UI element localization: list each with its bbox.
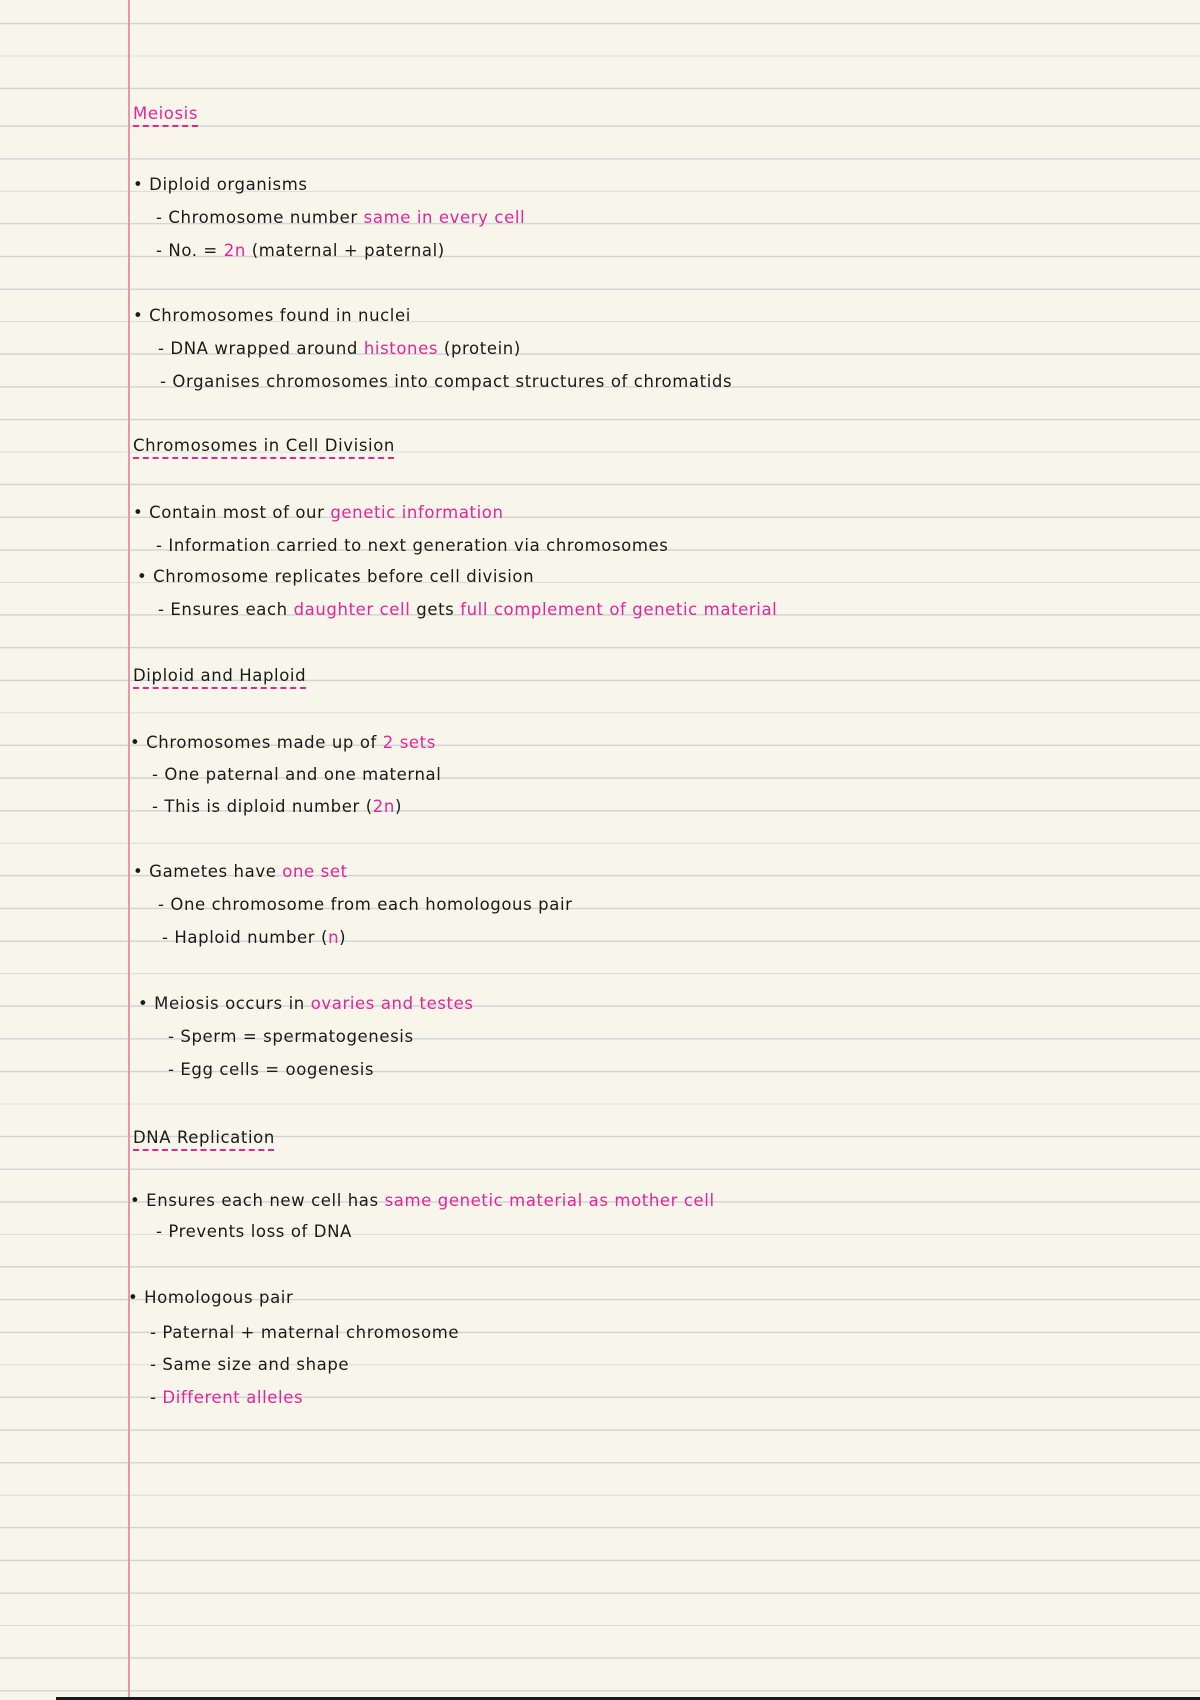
note-text: - Chromosome number xyxy=(156,208,364,227)
note-text: - DNA wrapped around xyxy=(158,339,364,358)
note-line xyxy=(137,567,534,587)
note-text: • Ensures each new cell has xyxy=(130,1191,385,1210)
note-text: • Chromosome replicates before cell division xyxy=(137,567,535,586)
note-text: - Paternal + maternal chromosome xyxy=(150,1323,460,1342)
note-text: • Chromosomes found in nuclei xyxy=(133,306,411,325)
note-text: - Organises chromosomes into compact structures of chromatids xyxy=(160,372,733,391)
highlight-text: 2n xyxy=(223,241,246,260)
note-text: • Diploid organisms xyxy=(133,175,308,194)
note-text: - Same size and shape xyxy=(150,1355,350,1374)
note-text: ) xyxy=(339,928,347,947)
note-line xyxy=(156,1222,352,1242)
note-text: - Prevents loss of DNA xyxy=(156,1222,352,1241)
note-text: gets xyxy=(410,600,461,619)
highlight-text: 2 sets xyxy=(382,733,436,752)
note-line xyxy=(133,175,308,195)
note-line xyxy=(152,797,402,817)
note-line xyxy=(150,1388,303,1408)
note-line xyxy=(158,339,521,359)
note-line xyxy=(133,862,348,882)
note-line xyxy=(156,208,525,228)
note-text: • Meiosis occurs in xyxy=(138,994,311,1013)
note-text: • Gametes have xyxy=(133,862,283,881)
note-line xyxy=(160,372,732,392)
note-text: - Haploid number ( xyxy=(162,928,329,947)
note-text: - No. = xyxy=(156,241,224,260)
note-line xyxy=(162,928,346,948)
note-line xyxy=(150,1355,349,1375)
section-heading-diploid-haploid: Diploid and Haploid xyxy=(133,666,307,685)
note-line xyxy=(130,733,436,753)
note-line xyxy=(152,765,441,785)
note-line xyxy=(158,600,777,620)
note-text: - Sperm = spermatogenesis xyxy=(168,1027,414,1046)
highlight-text: same in every cell xyxy=(363,208,526,227)
note-line xyxy=(150,1323,459,1343)
note-line xyxy=(130,1191,715,1211)
section-heading-chromosomes-cell-division: Chromosomes in Cell Division xyxy=(133,436,395,455)
note-line xyxy=(168,1027,414,1047)
section-heading-dna-replication: DNA Replication xyxy=(133,1128,275,1147)
highlight-text: same genetic material as mother cell xyxy=(384,1191,715,1210)
note-text: (maternal + paternal) xyxy=(245,241,445,260)
note-text: - Ensures each xyxy=(158,600,294,619)
note-text: • Contain most of our xyxy=(133,503,331,522)
note-line xyxy=(138,994,474,1014)
note-text: - One chromosome from each homologous pair xyxy=(158,895,573,914)
note-text: - Information carried to next generation via chromosomes xyxy=(156,536,669,555)
section-heading-meiosis: Meiosis xyxy=(133,104,199,123)
margin-line xyxy=(128,0,130,1700)
highlight-text: 2n xyxy=(372,797,395,816)
note-line xyxy=(168,1060,374,1080)
note-text: (protein) xyxy=(438,339,521,358)
note-line xyxy=(133,503,504,523)
note-text: ) xyxy=(394,797,402,816)
highlight-text: full complement of genetic material xyxy=(460,600,778,619)
highlight-text: daughter cell xyxy=(293,600,411,619)
highlight-text: genetic information xyxy=(330,503,504,522)
note-text: - Egg cells = oogenesis xyxy=(168,1060,375,1079)
highlight-text: n xyxy=(328,928,340,947)
highlight-text: Different alleles xyxy=(162,1388,304,1407)
note-line xyxy=(156,536,669,556)
note-text: - One paternal and one maternal xyxy=(152,765,442,784)
highlight-text: one set xyxy=(282,862,348,881)
highlight-text: histones xyxy=(363,339,439,358)
note-line xyxy=(158,895,573,915)
note-line xyxy=(128,1288,293,1308)
note-text: • Homologous pair xyxy=(128,1288,294,1307)
note-text: - xyxy=(150,1388,163,1407)
highlight-text: ovaries and testes xyxy=(310,994,474,1013)
note-text: • Chromosomes made up of xyxy=(130,733,383,752)
note-line xyxy=(133,306,411,326)
note-text: - This is diploid number ( xyxy=(152,797,373,816)
note-line xyxy=(156,241,445,261)
